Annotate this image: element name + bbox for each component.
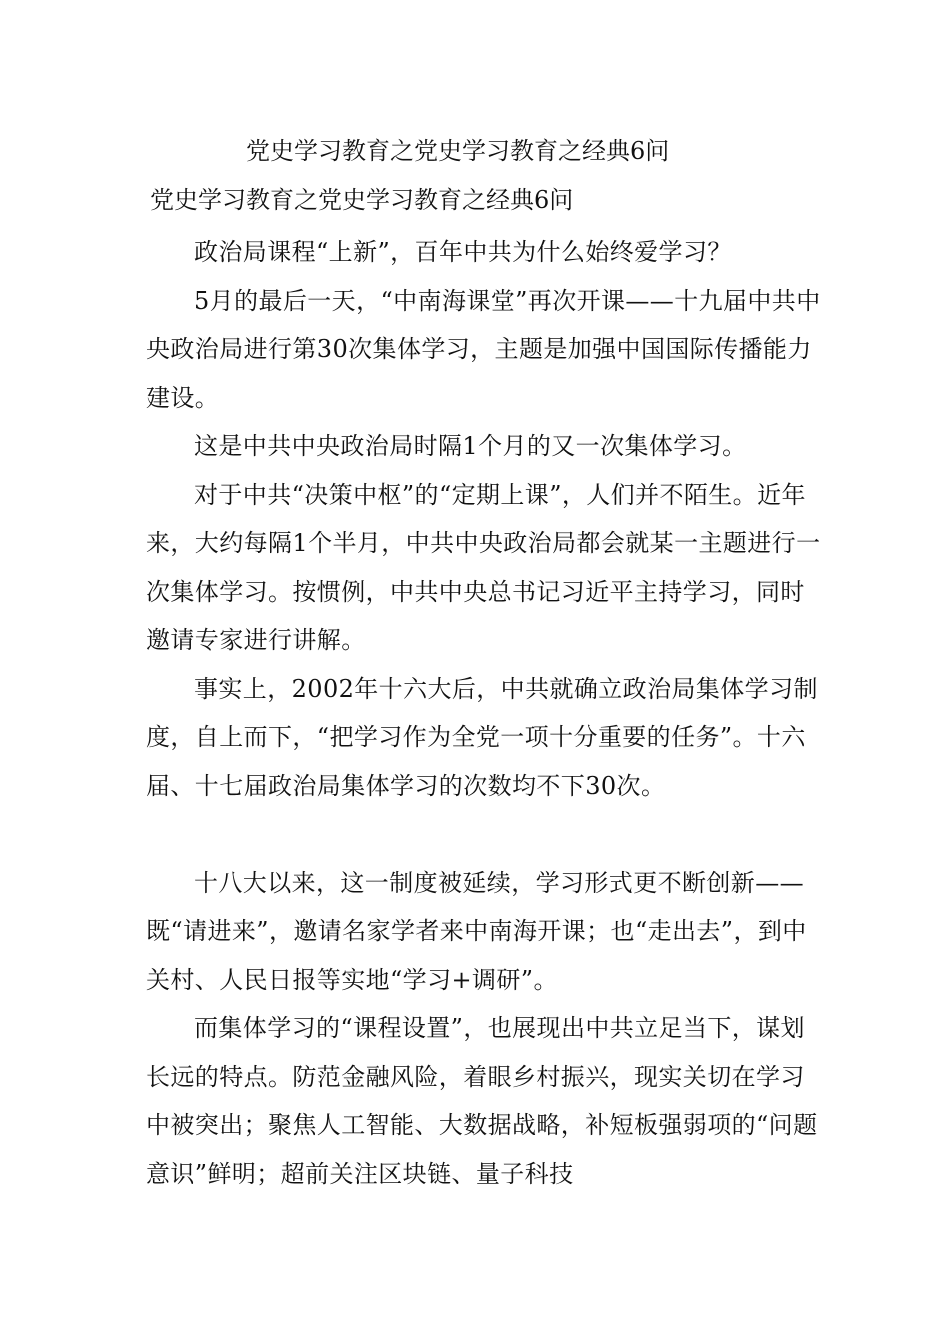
paragraph: 对于中共“决策中枢”的“定期上课”，人们并不陌生。近年来，大约每隔1个半月，中共中央政治局都会就某一主题进行一次集体学习。按惯例，中共中央总书记习近平主持学习，同时邀请专家进行讲解。 [146,480,821,654]
paragraph-spacer [146,810,822,859]
paragraph-headline: 政治局课程“上新”，百年中共为什么始终爱学习？ [194,238,732,266]
document-subtitle: 党史学习教育之党史学习教育之经典6问 [150,186,574,214]
paragraph: 十八大以来，这一制度被延续，学习形式更不断创新——既“请进来”，邀请名家学者来中南海开课；也“走出去”，到中关村、人民日报等实地“学习+调研”。 [146,868,807,994]
paragraph: 5月的最后一天，“中南海课堂”再次开课——十九届中共中央政治局进行第30次集体学习，主题是加强中国国际传播能力建设。 [146,286,821,412]
paragraph: 事实上，2002年十六大后，中共就确立政治局集体学习制度，自上而下，“把学习作为全党一项十分重要的任务”。十六届、十七届政治局集体学习的次数均不下30次。 [146,674,818,800]
paragraph: 而集体学习的“课程设置”，也展现出中共立足当下，谋划长远的特点。防范金融风险，着眼乡村振兴，现实关切在学习中被突出；聚焦人工智能、大数据战略，补短板强弱项的“问题意识”鲜明；超前关注区块链、量子科技 [146,1014,818,1188]
paragraph: 这是中共中央政治局时隔1个月的又一次集体学习。 [194,432,747,460]
document-body [146,228,822,1198]
document-title: 党史学习教育之党史学习教育之经典6问 [246,137,670,165]
